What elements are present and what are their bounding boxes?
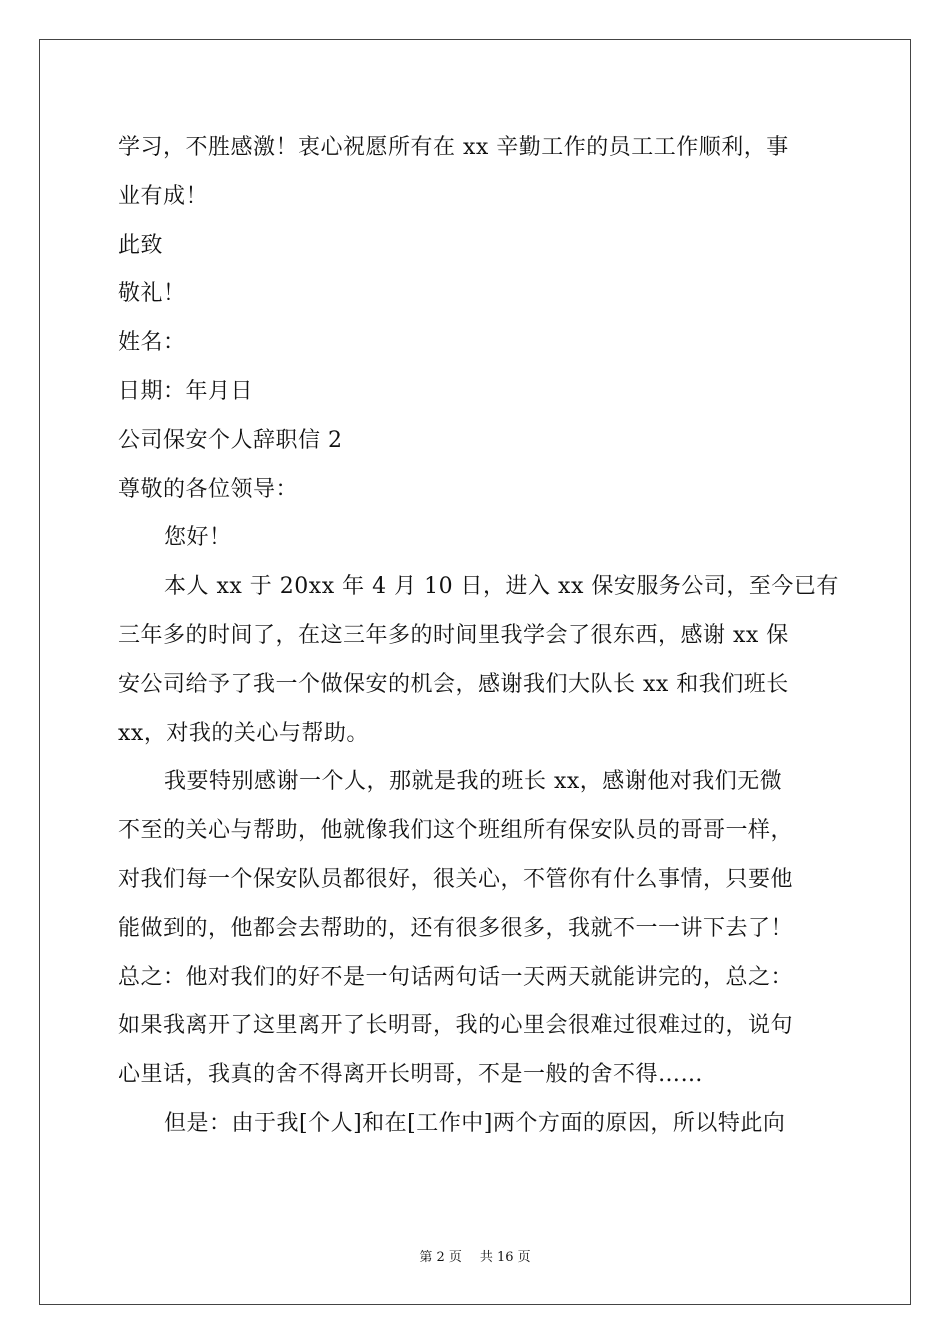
letter-title: 公司保安个人辞职信 2 bbox=[118, 427, 343, 453]
page-footer bbox=[0, 1246, 950, 1265]
text-line: 安公司给予了我一个做保安的机会，感谢我们大队长 xx 和我们班长 bbox=[118, 671, 789, 697]
letter-hello: 您好！ bbox=[164, 525, 232, 551]
text-line: 总之：他对我们的好不是一句话两句话一天两天就能讲完的，总之： bbox=[118, 964, 794, 990]
paragraph-start: 但是：由于我[个人]和在[工作中]两个方面的原因，所以特此向 bbox=[164, 1110, 786, 1136]
text-line: 如果我离开了这里离开了长明哥，我的心里会很难过很难过的，说句 bbox=[118, 1013, 794, 1039]
text-line: 业有成！ bbox=[118, 183, 209, 209]
text-line: 不至的关心与帮助，他就像我们这个班组所有保安队员的哥哥一样， bbox=[118, 818, 794, 844]
page-number: 第 2 页 bbox=[419, 1250, 462, 1265]
text-line: 学习，不胜感激！衷心祝愿所有在 xx 辛勤工作的员工工作顺利，事 bbox=[118, 135, 789, 160]
text-line: xx，对我的关心与帮助。 bbox=[118, 720, 369, 746]
text-line: 能做到的，他都会去帮助的，还有很多很多，我就不一一讲下去了！ bbox=[118, 915, 794, 941]
paragraph-start: 本人 xx 于 20xx 年 4 月 10 日，进入 xx 保安服务公司，至今已有 bbox=[164, 574, 839, 600]
closing-regards: 敬礼！ bbox=[118, 281, 186, 307]
text-line: 心里话，我真的舍不得离开长明哥，不是一般的舍不得…… bbox=[118, 1062, 704, 1088]
signature-name-label: 姓名： bbox=[118, 330, 186, 356]
closing-salutation: 此致 bbox=[118, 232, 164, 258]
signature-date-label: 日期：年月日 bbox=[118, 378, 254, 404]
text-line: 三年多的时间了，在这三年多的时间里我学会了很东西，感谢 xx 保 bbox=[118, 622, 789, 648]
document-body bbox=[118, 124, 839, 1149]
page-total: 共 16 页 bbox=[479, 1250, 531, 1265]
paragraph-start: 我要特别感谢一个人，那就是我的班长 xx，感谢他对我们无微 bbox=[164, 769, 783, 795]
letter-greeting: 尊敬的各位领导： bbox=[118, 476, 299, 502]
text-line: 对我们每一个保安队员都很好，很关心，不管你有什么事情，只要他 bbox=[118, 866, 794, 892]
